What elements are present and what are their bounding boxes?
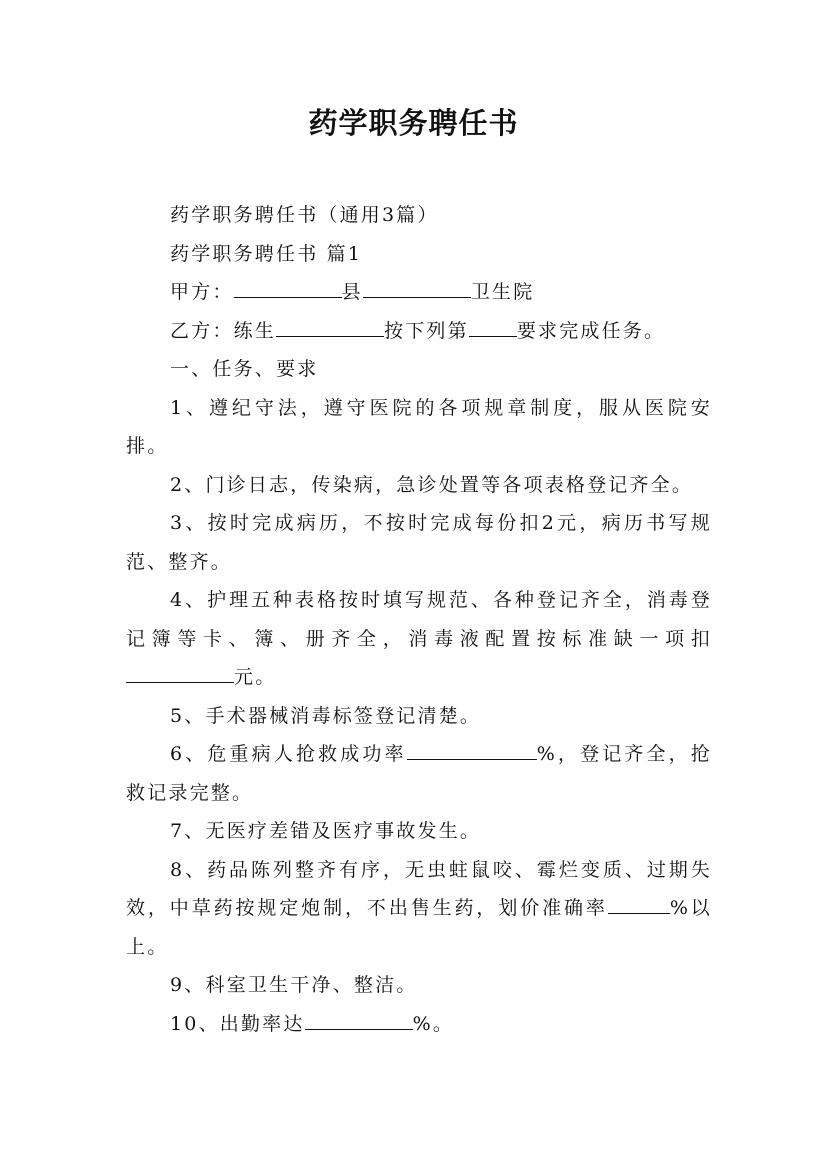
item-4 xyxy=(126,581,712,697)
hospital-blank[interactable] xyxy=(363,280,471,298)
party-a-mid: 县 xyxy=(341,281,363,303)
party-b-mid: 按下列第 xyxy=(384,319,469,342)
item-8-text: 8、药品陈列整齐有序，无虫蛀鼠咬、霉烂变质、过期失效，中草药按规定炮制，不出售生药，划价准确率 xyxy=(126,858,712,919)
item-8-end: %以上。 xyxy=(126,897,712,958)
item-10 xyxy=(126,1005,712,1044)
item-10-text: 10、出勤率达 xyxy=(170,1012,305,1035)
item-3: 3、按时完成病历，不按时完成每份扣2元，病历书写规范、整齐。 xyxy=(126,512,712,573)
item-7: 7、无医疗差错及医疗事故发生。 xyxy=(170,820,482,842)
party-b-suffix: 要求完成任务。 xyxy=(516,319,666,342)
item-4-text: 4、护理五种表格按时填写规范、各种登记齐全，消毒登记簿等卡、簿、册齐全，消毒液配置按标准缺一项扣 xyxy=(126,589,712,650)
rescue-rate-blank[interactable] xyxy=(407,742,537,760)
document-title: 药学职务聘任书 xyxy=(308,106,519,140)
party-b-line xyxy=(126,312,712,351)
party-a-suffix: 卫生院 xyxy=(470,281,535,303)
item-8 xyxy=(126,851,712,967)
subtitle: 药学职务聘任书（通用3篇） xyxy=(170,204,439,226)
item-2: 2、门诊日志，传染病，急诊处置等各项表格登记齐全。 xyxy=(170,473,694,496)
county-blank[interactable] xyxy=(234,280,342,298)
attendance-blank[interactable] xyxy=(305,1012,413,1030)
item-6-text: 6、危重病人抢救成功率 xyxy=(170,743,407,765)
section-heading: 一、任务、要求 xyxy=(170,358,319,380)
deduction-amount-blank[interactable] xyxy=(126,665,234,683)
party-a-line xyxy=(126,273,712,312)
item-9: 9、科室卫生干净、整洁。 xyxy=(170,974,418,996)
item-6 xyxy=(126,735,712,812)
pricing-accuracy-blank[interactable] xyxy=(608,896,670,914)
article-heading: 药学职务聘任书 篇1 xyxy=(170,242,363,265)
item-number-blank[interactable] xyxy=(469,319,517,337)
party-b-prefix: 乙方：练生 xyxy=(170,319,277,342)
item-4-end: 元。 xyxy=(234,666,277,688)
party-a-prefix: 甲方： xyxy=(170,281,234,303)
name-blank[interactable] xyxy=(276,319,384,337)
item-6-end: %，登记齐全，抢救记录完整。 xyxy=(126,743,713,804)
item-5: 5、手术器械消毒标签登记清楚。 xyxy=(170,704,482,727)
item-1: 1、遵纪守法，遵守医院的各项规章制度，服从医院安排。 xyxy=(126,396,712,457)
document-body xyxy=(126,196,712,1043)
item-10-end: %。 xyxy=(412,1012,455,1035)
